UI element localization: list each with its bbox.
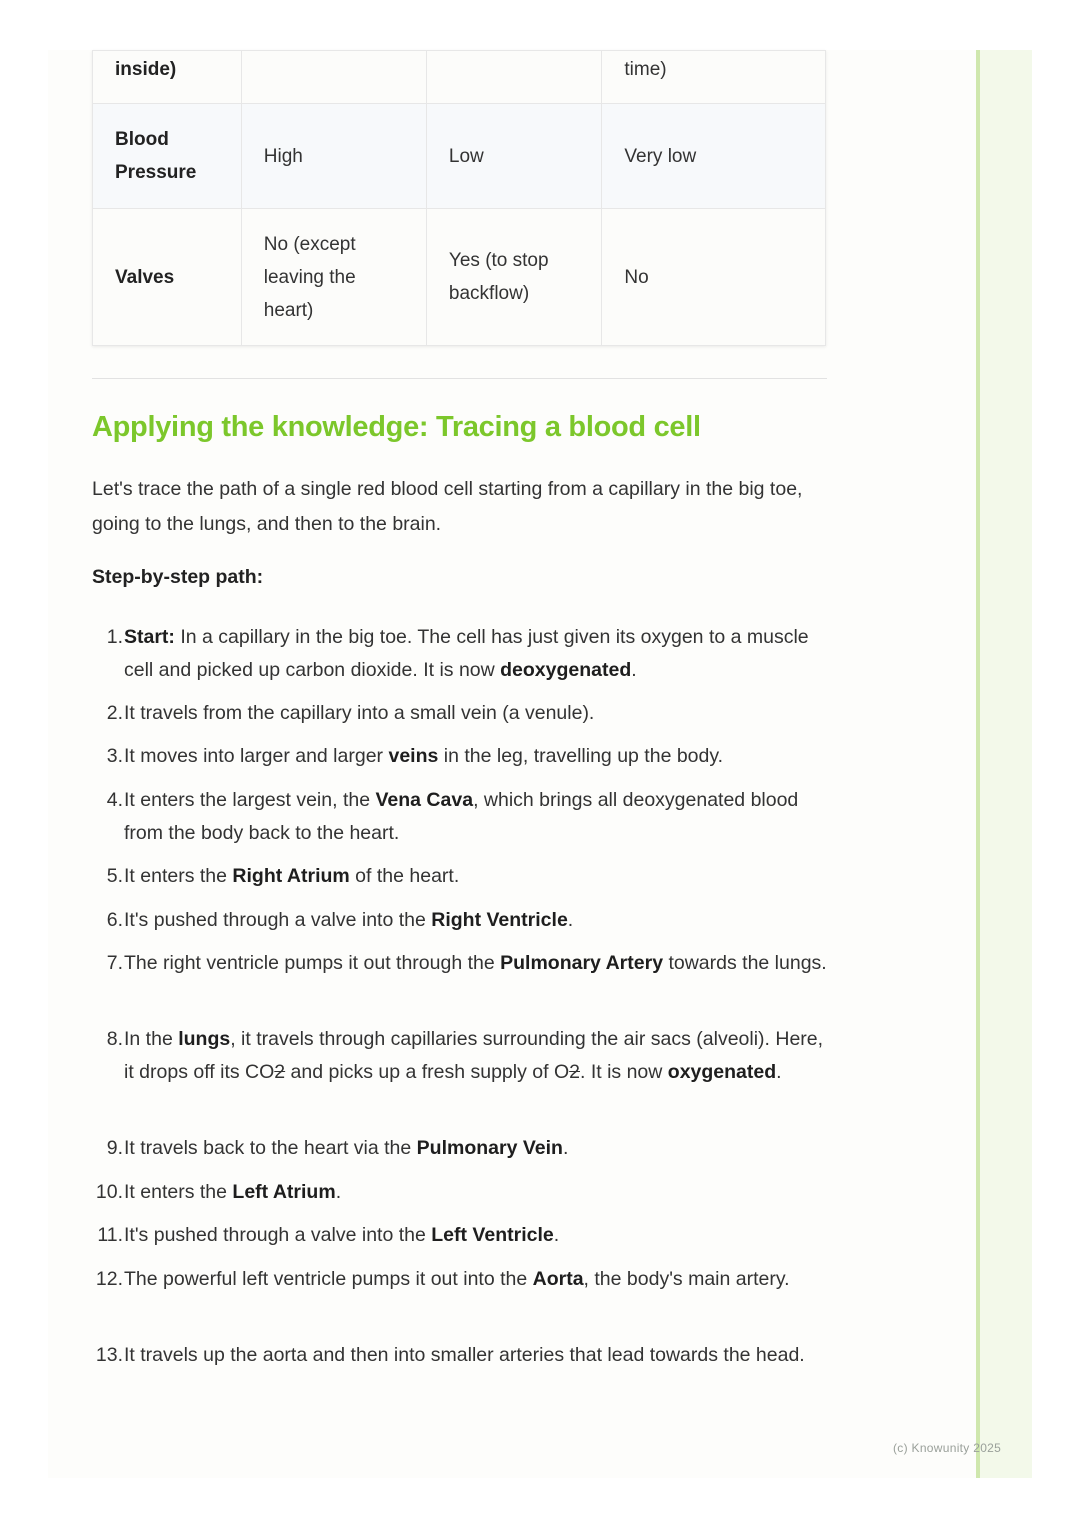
table-row [93,51,826,104]
list-item [106,904,834,937]
list-item [106,1023,834,1089]
step-number: 2. [106,702,123,724]
step-text: In the [124,1028,179,1050]
step-number: 5. [106,865,123,887]
step-text: . It is now [580,1061,668,1083]
step-number: 10. [95,1181,123,1203]
step-text: . [567,909,574,931]
step-text: . [562,1137,569,1159]
step-text: . [631,659,637,681]
steps-subheading: Step-by-step path: [92,566,264,588]
list-item [106,1132,834,1165]
step-number: 9. [106,1137,123,1159]
step-term: Right Ventricle [431,909,568,931]
section-divider [92,378,827,379]
step-term: Aorta [532,1268,584,1290]
table-cell [426,51,601,104]
step-number: 1. [106,626,123,648]
comparison-table [92,50,826,346]
step-term: Vena Cava [375,789,474,811]
step-text: It travels back to the heart via the [124,1137,417,1159]
table-cell: Very low [602,104,826,209]
step-text: , the body's main artery. [583,1268,790,1290]
step-text: It enters the [124,865,233,887]
step-text: The right ventricle pumps it out through the [124,952,501,974]
list-item [106,740,834,773]
step-text: The powerful left ventricle pumps it out into the [124,1268,533,1290]
step-number: 4. [106,789,123,811]
step-text: It moves into larger and larger [124,745,389,767]
step-number: 8. [106,1028,123,1050]
side-rail-line [976,50,980,1478]
copyright-footer: (c) Knowunity 2025 [893,1441,1002,1455]
step-text: towards the lungs. [663,952,827,974]
step-text: It travels from the capillary into a small vein (a venule). [124,702,595,724]
side-rail [976,50,1032,1478]
list-item [106,621,834,687]
step-text: in the leg, travelling up the body. [438,745,724,767]
step-lead: Start: [124,626,175,648]
step-text: It enters the [124,1181,233,1203]
step-term: Pulmonary Artery [500,952,664,974]
step-number: 13. [95,1344,123,1366]
step-term: Right Atrium [232,865,350,887]
subscript-number: 2 [569,1061,580,1083]
step-text: , it travels through capillaries surrounding the air sacs (alveoli). Here, it drops off its CO [124,1028,824,1083]
step-term: oxygenated [667,1061,777,1083]
step-text: . [335,1181,342,1203]
step-number: 7. [106,952,123,974]
table-row-header: Blood Pressure [93,104,242,209]
table-cell: No [602,209,826,346]
list-item [95,1176,834,1209]
step-text: . [553,1224,560,1246]
step-term: Pulmonary Vein [416,1137,563,1159]
table-row-header: inside) [93,51,242,104]
step-number: 3. [106,745,123,767]
section-title: Applying the knowledge: Tracing a blood cell [92,411,701,443]
step-number: 12. [95,1268,123,1290]
table-cell: High [241,104,426,209]
table-cell: Yes (to stop backflow) [426,209,601,346]
step-term: lungs [178,1028,231,1050]
table-row-header: Valves [93,209,242,346]
table-cell: time) [602,51,826,104]
list-item [97,1219,834,1252]
list-item [106,784,834,850]
step-text: It enters the largest vein, the [124,789,376,811]
subscript-number: 2 [274,1061,286,1083]
step-text: and picks up a fresh supply of O [285,1061,570,1083]
step-text: It's pushed through a valve into the [124,909,432,931]
step-number: 11. [97,1224,123,1246]
list-item [95,1339,834,1372]
step-term: veins [388,745,439,767]
list-item [106,697,834,730]
step-text: It travels up the aorta and then into smaller arteries that lead towards the head. [124,1344,805,1366]
step-term: Left Atrium [232,1181,336,1203]
list-item [95,1263,834,1296]
step-text: , which brings all deoxygenated blood from the body back to the heart. [124,789,799,844]
step-number: 6. [106,909,123,931]
list-item [106,860,834,893]
list-item [106,947,834,980]
table-row [93,104,826,209]
step-text: In a capillary in the big toe. The cell has just given its oxygen to a muscle cell and picked up carbon dioxide. It is now [124,626,809,681]
step-text: . [776,1061,782,1083]
table-cell: Low [426,104,601,209]
table-cell [241,51,426,104]
step-term: Left Ventricle [431,1224,554,1246]
intro-paragraph: Let's trace the path of a single red blood cell starting from a capillary in the big toe, going to the lungs, and then to the brain. [92,478,803,535]
step-term: deoxygenated [500,659,632,681]
step-text: It's pushed through a valve into the [124,1224,432,1246]
table-row [93,209,826,346]
table-cell: No (except leaving the heart) [241,209,426,346]
step-text: of the heart. [349,865,460,887]
